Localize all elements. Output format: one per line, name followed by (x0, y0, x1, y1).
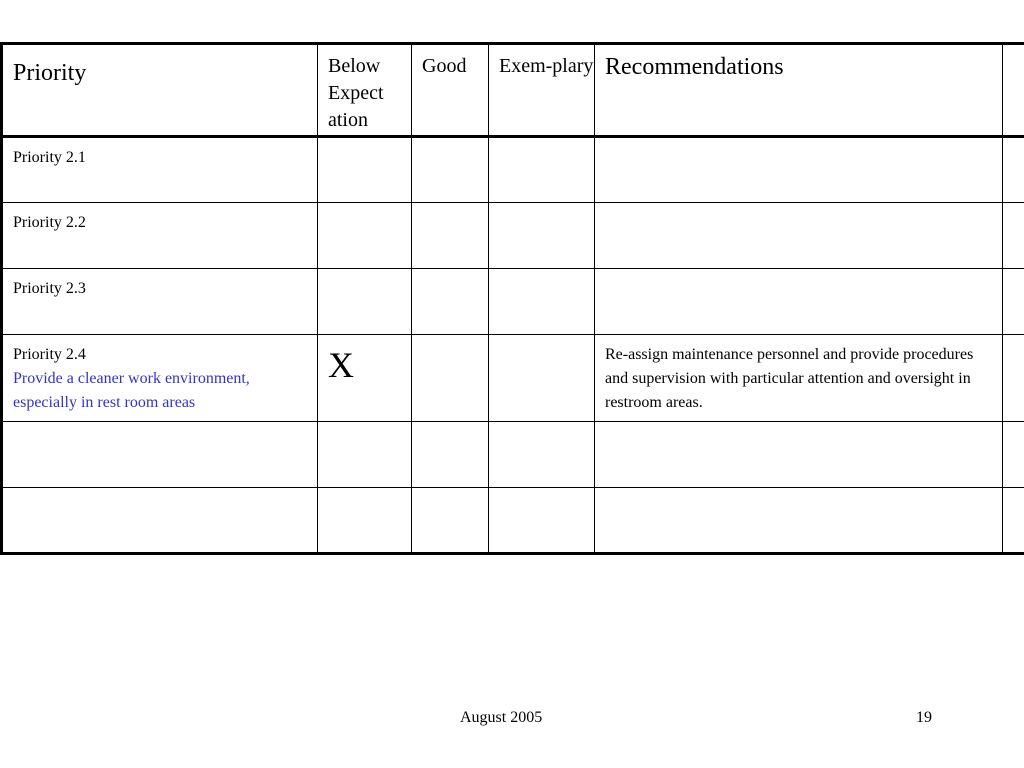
priority-cell (2, 422, 318, 488)
priority-cell (2, 203, 318, 269)
below-expectation-mark: X (328, 345, 354, 385)
recommendation-cell (595, 488, 1003, 554)
below-expectation-mark (318, 422, 411, 434)
priority-label: Priority 2.1 (13, 149, 86, 166)
good-mark (412, 203, 488, 215)
recommendation-text (595, 422, 1002, 430)
below-expectation-mark (318, 488, 411, 500)
below-expectation-cell (318, 137, 412, 203)
good-mark (412, 269, 488, 281)
good-mark (412, 422, 488, 434)
priority-description: Provide a cleaner work environment, especially in rest room areas (13, 370, 250, 411)
header-good-label: Good (422, 55, 467, 77)
below-expectation-cell (318, 203, 412, 269)
extra-cell (1003, 488, 1024, 554)
recommendation-cell (595, 335, 1003, 422)
extra-cell (1003, 422, 1024, 488)
exemplary-cell (489, 203, 595, 269)
priority-label (3, 422, 317, 430)
header-recommendations-label: Recommendations (605, 54, 784, 80)
recommendation-text (595, 488, 1002, 496)
below-expectation-cell (318, 422, 412, 488)
exemplary-mark (489, 335, 594, 347)
good-cell (412, 137, 489, 203)
table-row (2, 203, 1024, 269)
header-row (2, 44, 1024, 137)
extra-cell (1003, 137, 1024, 203)
below-expectation-cell (318, 488, 412, 554)
below-expectation-mark (318, 269, 411, 281)
priority-cell (2, 137, 318, 203)
good-cell (412, 422, 489, 488)
exemplary-cell (489, 269, 595, 335)
extra-cell (1003, 269, 1024, 335)
table-row (2, 137, 1024, 203)
header-extra (1003, 44, 1024, 137)
header-exemplary-label: Exem-plary (499, 55, 594, 77)
exemplary-cell (489, 488, 595, 554)
recommendation-text (595, 138, 1002, 146)
extra-cell (1003, 203, 1024, 269)
table-row (2, 335, 1024, 422)
footer-date: August 2005 (460, 709, 543, 726)
recommendation-text (595, 269, 1002, 277)
below-expectation-mark (318, 203, 411, 215)
exemplary-mark (489, 269, 594, 281)
header-priority-label: Priority (13, 60, 87, 86)
header-good (412, 44, 489, 137)
good-mark (412, 335, 488, 347)
good-cell (412, 269, 489, 335)
table-row (2, 488, 1024, 554)
priority-label: Priority 2.2 (13, 214, 86, 231)
below-expectation-cell (318, 269, 412, 335)
exemplary-mark (489, 488, 594, 500)
priority-label: Priority 2.4 (13, 346, 86, 363)
priority-cell (2, 269, 318, 335)
exemplary-cell (489, 335, 595, 422)
exemplary-cell (489, 422, 595, 488)
table-row (2, 422, 1024, 488)
header-exemplary (489, 44, 595, 137)
priority-label (3, 488, 317, 496)
header-priority (2, 44, 318, 137)
recommendation-cell (595, 269, 1003, 335)
good-mark (412, 138, 488, 150)
exemplary-mark (489, 138, 594, 150)
good-mark (412, 488, 488, 500)
priority-label: Priority 2.3 (13, 280, 86, 297)
recommendation-text: Re-assign maintenance personnel and provide procedures and supervision with particular attention and oversight in restroom areas. (605, 346, 974, 411)
below-expectation-mark (318, 138, 411, 150)
header-below-expectation (318, 44, 412, 137)
below-expectation-cell (318, 335, 412, 422)
exemplary-mark (489, 422, 594, 434)
header-recommendations (595, 44, 1003, 137)
priority-cell (2, 335, 318, 422)
recommendation-cell (595, 422, 1003, 488)
good-cell (412, 203, 489, 269)
extra-cell (1003, 335, 1024, 422)
recommendation-cell (595, 203, 1003, 269)
header-below-expectation-label: Below Expect ation (328, 55, 384, 131)
exemplary-mark (489, 203, 594, 215)
recommendation-text (595, 203, 1002, 211)
exemplary-cell (489, 137, 595, 203)
evaluation-table (0, 42, 1024, 555)
good-cell (412, 335, 489, 422)
good-cell (412, 488, 489, 554)
table-row (2, 269, 1024, 335)
priority-cell (2, 488, 318, 554)
page-number: 19 (916, 709, 932, 726)
recommendation-cell (595, 137, 1003, 203)
